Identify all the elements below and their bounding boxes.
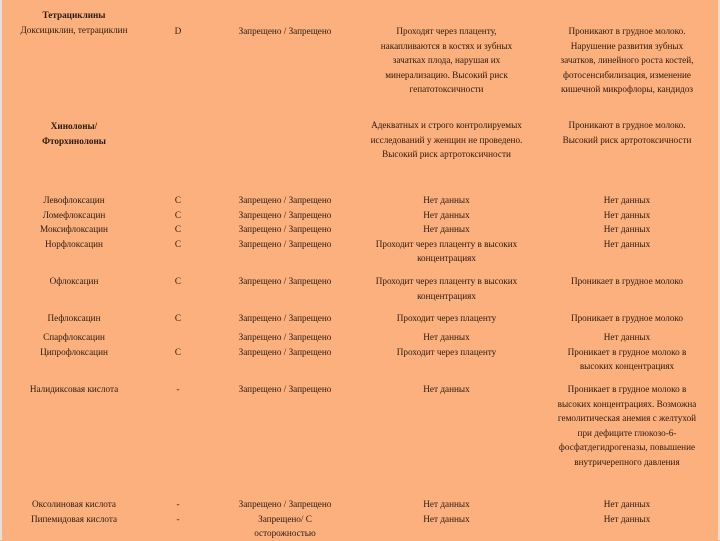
placenta-effect-cell: Нет данных Нет данных bbox=[423, 499, 470, 524]
pregnancy-lactation-status-cell: Запрещено / Запрещено bbox=[238, 26, 332, 36]
placenta-effect-cell: Нет данных Проходит через плаценту bbox=[396, 332, 497, 357]
drug-name-cell: Пефлоксацин bbox=[47, 313, 101, 323]
breast-milk-effect-cell: Нет данных Нет данных Нет данных Нет данных bbox=[603, 195, 651, 249]
placenta-effect-cell: Адекватных и строго контролируемых исследований у женщин не проведено. Высокий риск артротоксичности bbox=[370, 120, 523, 160]
breast-milk-effect-cell: Нет данных Нет данных bbox=[603, 499, 651, 524]
breast-milk-effect-cell: Проникает в грудное молоко bbox=[570, 313, 684, 323]
placenta-effect-cell: Проходит через плаценту в высоких концентрациях bbox=[375, 276, 518, 301]
fda-category-cell: C bbox=[174, 346, 182, 357]
fda-category-cell: C bbox=[174, 313, 182, 323]
drug-name-cell: Спарфлоксацин Ципрофлоксацин bbox=[40, 332, 108, 357]
pregnancy-lactation-status-cell: Запрещено / Запрещено Запрещено/ С осторожностью bbox=[238, 499, 332, 539]
drug-name-cell: Оксолиновая кислота Пипемидовая кислота bbox=[30, 499, 118, 524]
fda-category-cell: C bbox=[174, 276, 182, 286]
pregnancy-lactation-status-cell: Запрещено / Запрещено Запрещено / Запрещено Запрещено / Запрещено Запрещено / Запрещено bbox=[238, 195, 332, 249]
placenta-effect-cell: Нет данных bbox=[423, 384, 470, 394]
fda-category-cell: - bbox=[176, 384, 180, 394]
pregnancy-lactation-status-cell: Запрещено / Запрещено bbox=[238, 384, 332, 394]
fda-category-cell: - - bbox=[176, 499, 180, 524]
fda-category-cell: D bbox=[174, 26, 182, 36]
pregnancy-lactation-status-cell: Запрещено / Запрещено bbox=[238, 276, 332, 286]
drug-name-cell: Левофлоксацин Ломефлоксацин Моксифлоксацин Норфлоксацин bbox=[40, 195, 108, 249]
drug-name-cell: Офлоксацин bbox=[49, 276, 99, 286]
drug-group-heading: Тетрациклины bbox=[42, 10, 106, 20]
breast-milk-effect-cell: Проникает в грудное молоко bbox=[570, 276, 684, 286]
placenta-effect-cell: Проходят через плаценту, накапливаются в костях и зубных зачатках плода, нарушая их минерализацию. Высокий риск гепатотоксичности bbox=[380, 26, 513, 95]
breast-milk-effect-cell: Проникают в грудное молоко. Нарушение развития зубных зачатков, линейного роста костей, фотосенсибилизация, изменение кишечной микрофлоры, кандидоз bbox=[560, 26, 694, 95]
drug-name-cell: Тетрациклины Доксициклин, тетрациклин bbox=[20, 10, 128, 35]
pregnancy-lactation-status-cell: Запрещено / Запрещено Запрещено / Запрещено bbox=[238, 332, 332, 357]
breast-milk-effect-cell: Проникают в грудное молоко. Высокий риск артротоксичности bbox=[562, 120, 692, 145]
breast-milk-effect-cell: Проникает в грудное молоко в высоких концентрациях. Возможна гемолитическая анемия с желтухой при дефиците глюкозо-6- фосфатдегидрогеназы, повышение внутричерепного давления bbox=[557, 384, 697, 467]
placenta-effect-cell: Проходит через плаценту bbox=[396, 313, 497, 323]
drug-name-cell: Налидиксовая кислота bbox=[29, 384, 119, 394]
breast-milk-effect-cell: Нет данных Проникает в грудное молоко в высоких концентрациях bbox=[567, 332, 687, 372]
drug-group-heading: Хинолоны/ Фторхинолоны bbox=[42, 121, 106, 146]
fda-category-cell: C C C C bbox=[174, 195, 182, 249]
placenta-effect-cell: Нет данных Нет данных Нет данных Проходит через плаценту в высоких концентрациях bbox=[375, 195, 518, 264]
pregnancy-lactation-status-cell: Запрещено / Запрещено bbox=[238, 313, 332, 323]
